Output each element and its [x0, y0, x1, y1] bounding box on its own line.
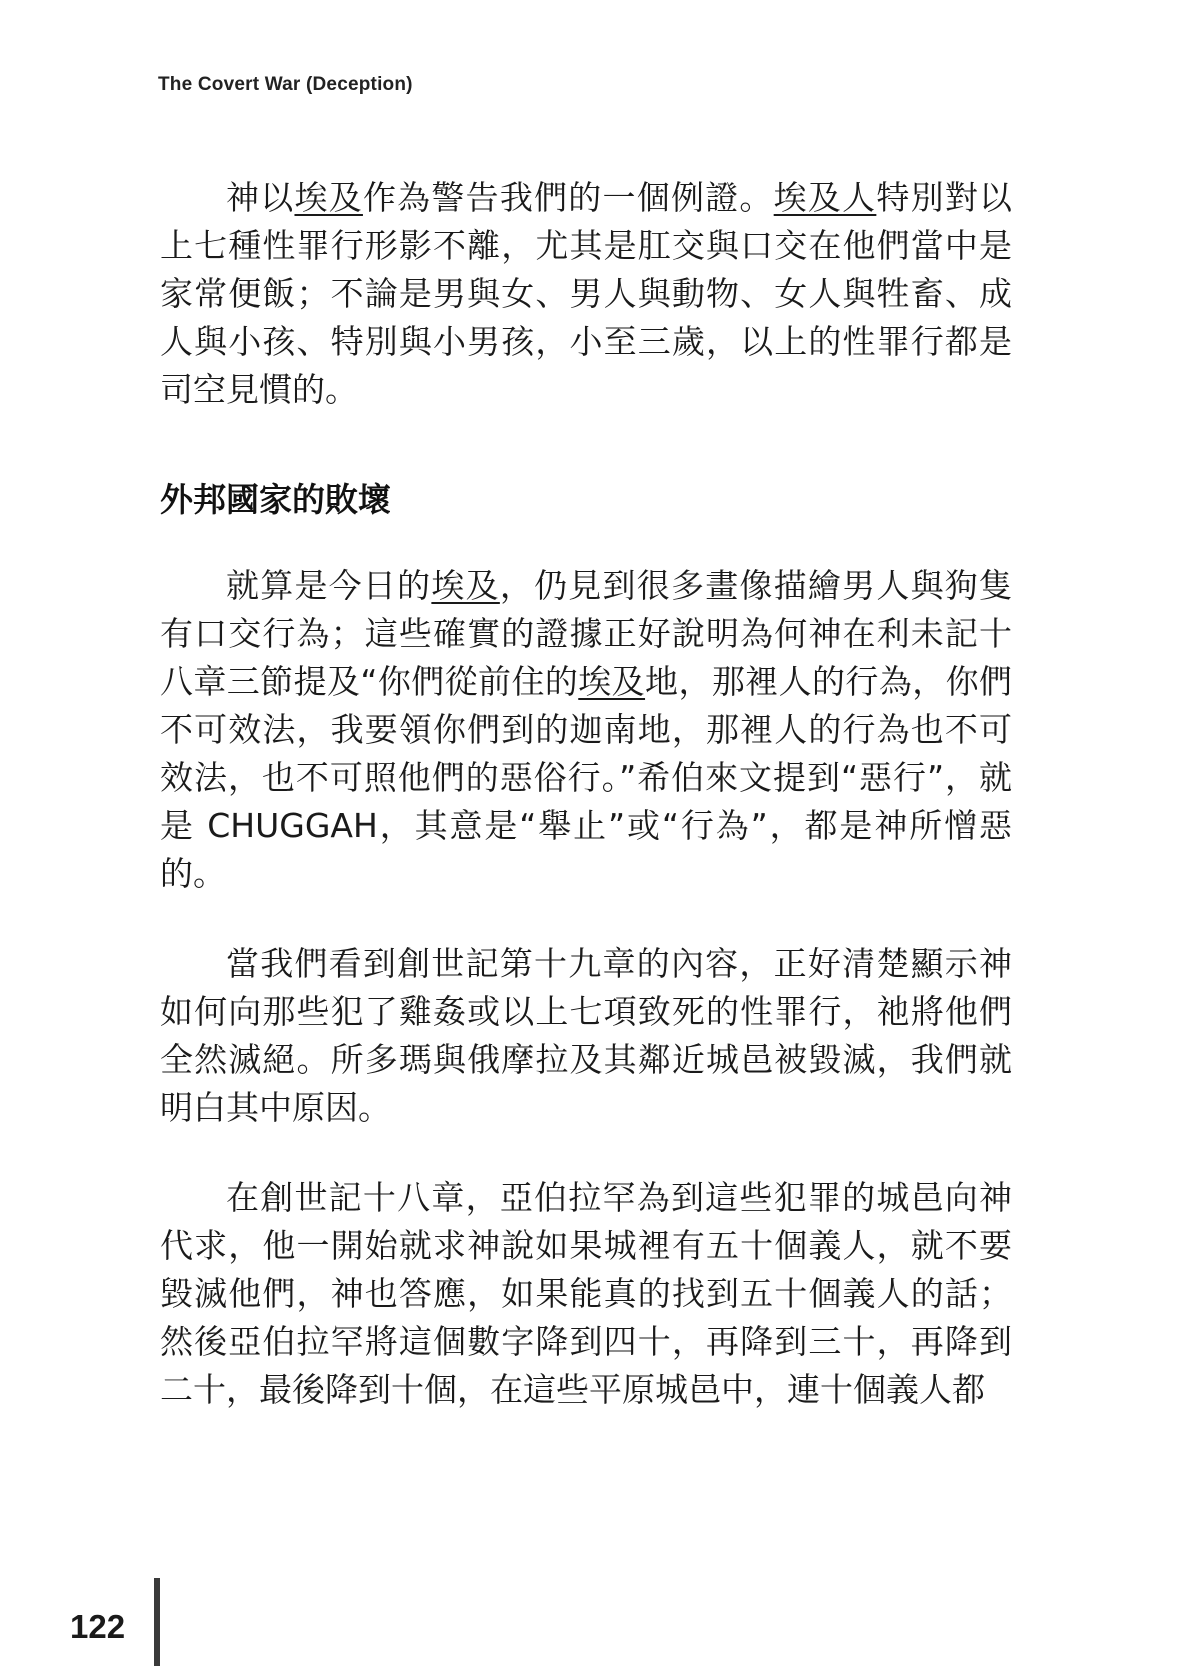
- text-segment: ，仍見到很多畫像描繪男人與狗隻有口交行為；這些確實的證據正好說明為何神在利未記十八章三節提及“你們從前住的: [160, 566, 1013, 701]
- text-segment: 特別對以上七種性罪行形影不離，尤其是肛交與口交在他們當中是家常便飯；不論是男與女、男人與動物、女人與牲畜、成人與小孩、特別與小男孩，小至三歲，以上的性罪行都是司空見慣的。: [160, 178, 1013, 409]
- text-segment: 地，那裡人的行為，你們不可效法，我要領你們到的迦南地，那裡人的行為也不可效法，也不可照他們的惡俗行。”希伯來文提到“惡行”，就是 CHUGGAH，其意是“舉止”或“行為”，都是神所憎惡的。: [160, 662, 1013, 893]
- text-segment: 在創世記十八章，亞伯拉罕為到這些犯罪的城邑向神代求，他一開始就求神說如果城裡有五十個義人，就不要毀滅他們，神也答應，如果能真的找到五十個義人的話；然後亞伯拉罕將這個數字降到四十，再降到三十，再降到二十，最後降到十個，在這些平原城邑中，連十個義人都: [160, 1178, 1012, 1409]
- text-segment: 神以: [226, 178, 295, 217]
- page-number-rule: [154, 1578, 160, 1666]
- text-segment: 作為警告我們的一個例證。: [362, 178, 774, 217]
- running-header: The Covert War (Deception): [158, 74, 413, 95]
- text-segment: 就算是今日的: [226, 566, 432, 605]
- paragraph-3: [160, 940, 1012, 1132]
- paragraph-2: [160, 562, 1012, 898]
- underlined-term: 埃及: [431, 566, 500, 605]
- underlined-term: 埃及: [294, 178, 363, 217]
- paragraph-1: [160, 174, 1012, 414]
- section-heading: 外邦國家的敗壞: [160, 480, 391, 519]
- text-segment: 當我們看到創世記第十九章的內容，正好清楚顯示神如何向那些犯了雞姦或以上七項致死的性罪行，祂將他們全然滅絕。所多瑪與俄摩拉及其鄰近城邑被毀滅，我們就明白其中原因。: [160, 944, 1012, 1127]
- underlined-term: 埃及人: [773, 178, 877, 217]
- paragraph-4: [160, 1174, 1012, 1414]
- body-text: [160, 174, 1012, 1456]
- underlined-term: 埃及: [578, 662, 646, 701]
- page-number: 122: [70, 1608, 126, 1645]
